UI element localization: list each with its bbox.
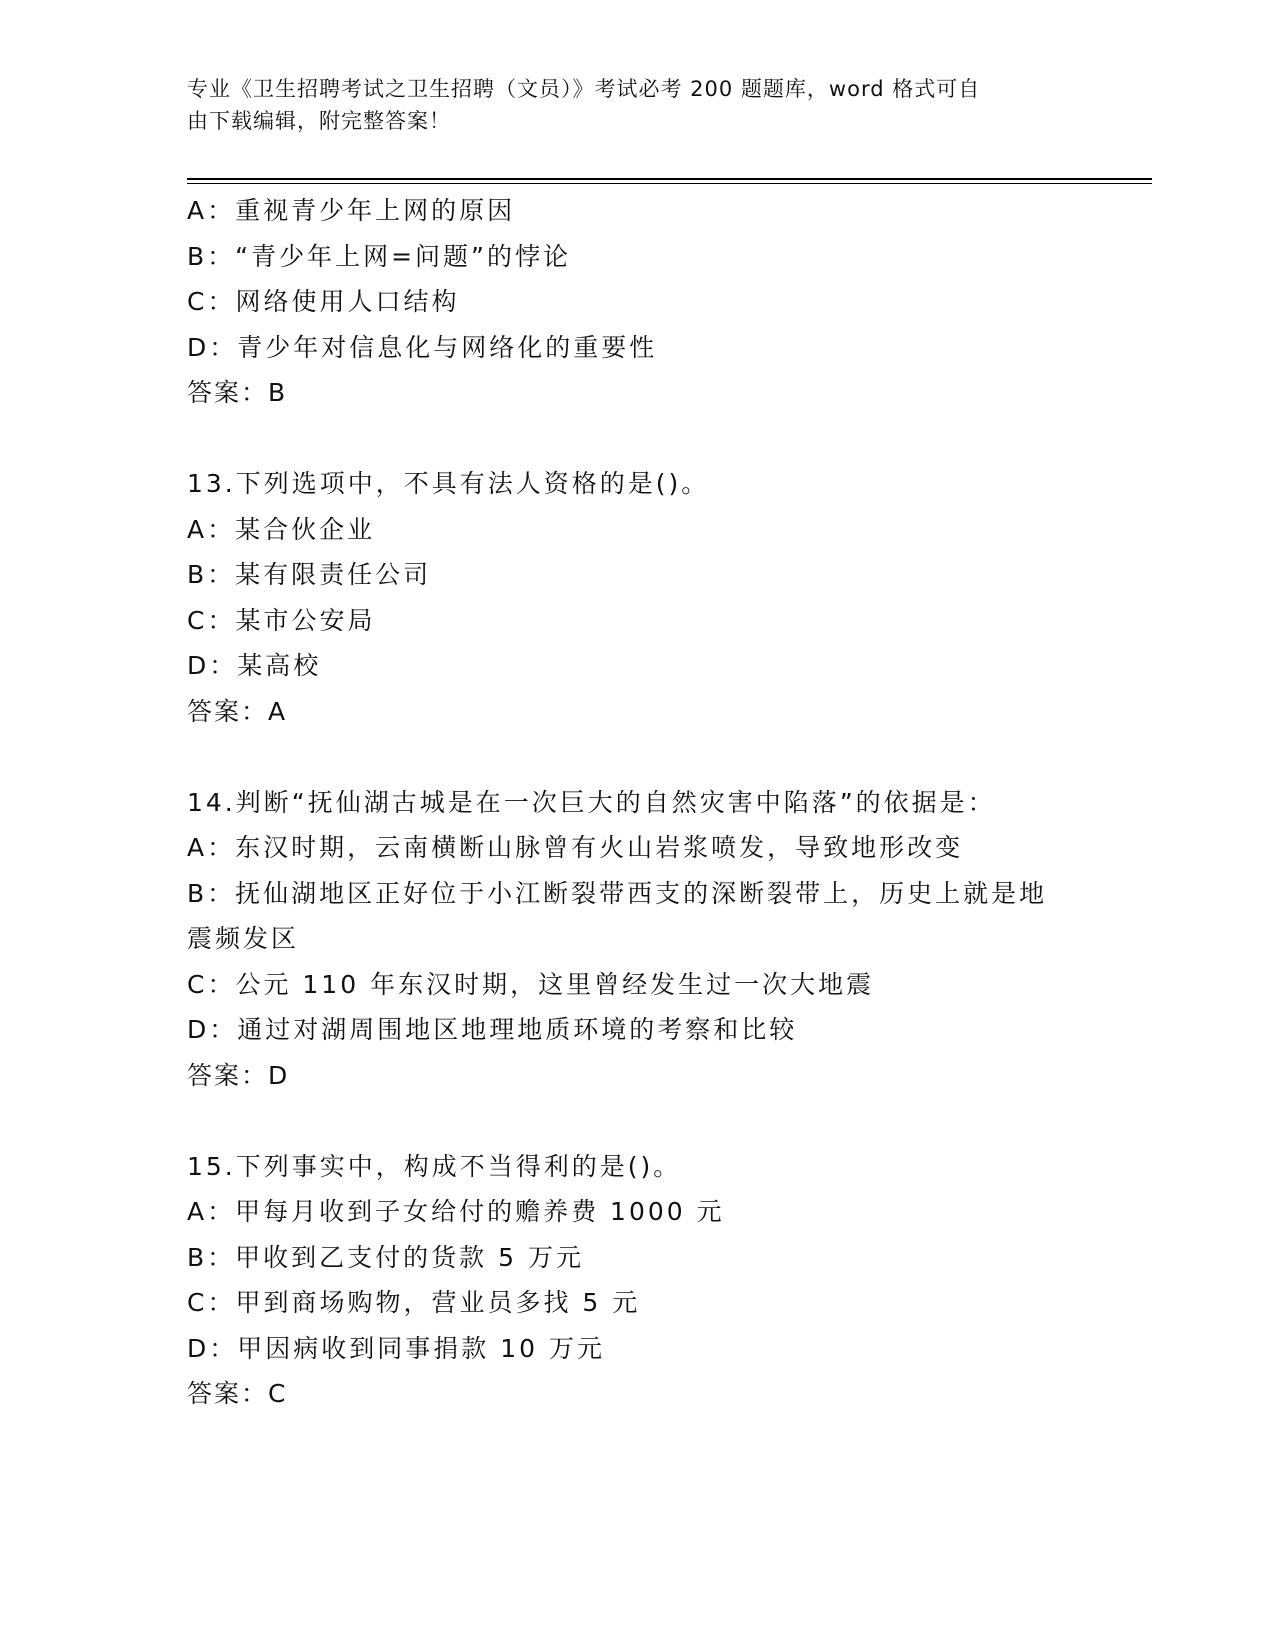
q14-option-b-line-1: B：抚仙湖地区正好位于小江断裂带西支的深断裂带上，历史上就是地 [187, 878, 1048, 908]
question-14-block [187, 780, 1087, 1099]
header-line-2: 由下载编辑，附完整答案！ [187, 109, 451, 133]
q15-option-a: A：甲每月收到子女给付的赡养费 1000 元 [187, 1197, 725, 1226]
q14-question: 14.判断“抚仙湖古城是在一次巨大的自然灾害中陷落”的依据是： [187, 787, 996, 817]
q14-option-d: D：通过对湖周围地区地理地质环境的考察和比较 [187, 1015, 798, 1044]
q13-option-b: B：某有限责任公司 [187, 560, 432, 589]
q15-question: 15.下列事实中，构成不当得利的是()。 [187, 1151, 682, 1181]
spacer [187, 734, 1087, 780]
q15-option-b: B：甲收到乙支付的货款 5 万元 [187, 1242, 584, 1272]
question-13-block [187, 461, 1087, 734]
q12-option-d: D：青少年对信息化与网络化的重要性 [187, 332, 658, 362]
q14-answer: 答案：D [187, 1060, 290, 1090]
q12-option-c: C：网络使用人口结构 [187, 287, 460, 316]
q13-answer: 答案：A [187, 696, 288, 726]
q12-option-a: A：重视青少年上网的原因 [187, 196, 516, 225]
q15-option-c: C：甲到商场购物，营业员多找 5 元 [187, 1288, 641, 1317]
q13-option-c: C：某市公安局 [187, 605, 376, 635]
q13-question: 13.下列选项中，不具有法人资格的是()。 [187, 469, 710, 498]
document-header [187, 73, 1087, 137]
q14-option-c: C：公元 110 年东汉时期，这里曾经发生过一次大地震 [187, 969, 875, 999]
spacer [187, 416, 1087, 462]
q15-answer: 答案：C [187, 1379, 288, 1408]
q14-option-b-line-2: 震频发区 [187, 924, 300, 953]
header-divider-thick [187, 178, 1152, 180]
q15-option-d: D：甲因病收到同事捐款 10 万元 [187, 1333, 605, 1363]
q13-option-a: A：某合伙企业 [187, 514, 376, 544]
header-divider-thin [187, 183, 1152, 184]
q13-option-d: D：某高校 [187, 651, 322, 680]
question-list [187, 188, 1087, 1417]
spacer [187, 1098, 1087, 1144]
q12-option-b: B：“青少年上网=问题”的悖论 [187, 241, 572, 271]
question-15-block [187, 1144, 1087, 1417]
question-12-block [187, 188, 1087, 416]
q14-option-a: A：东汉时期，云南横断山脉曾有火山岩浆喷发，导致地形改变 [187, 833, 964, 862]
header-line-1: 专业《卫生招聘考试之卫生招聘（文员）》考试必考 200 题题库，word 格式可自 [187, 77, 981, 101]
q12-answer: 答案：B [187, 378, 288, 407]
